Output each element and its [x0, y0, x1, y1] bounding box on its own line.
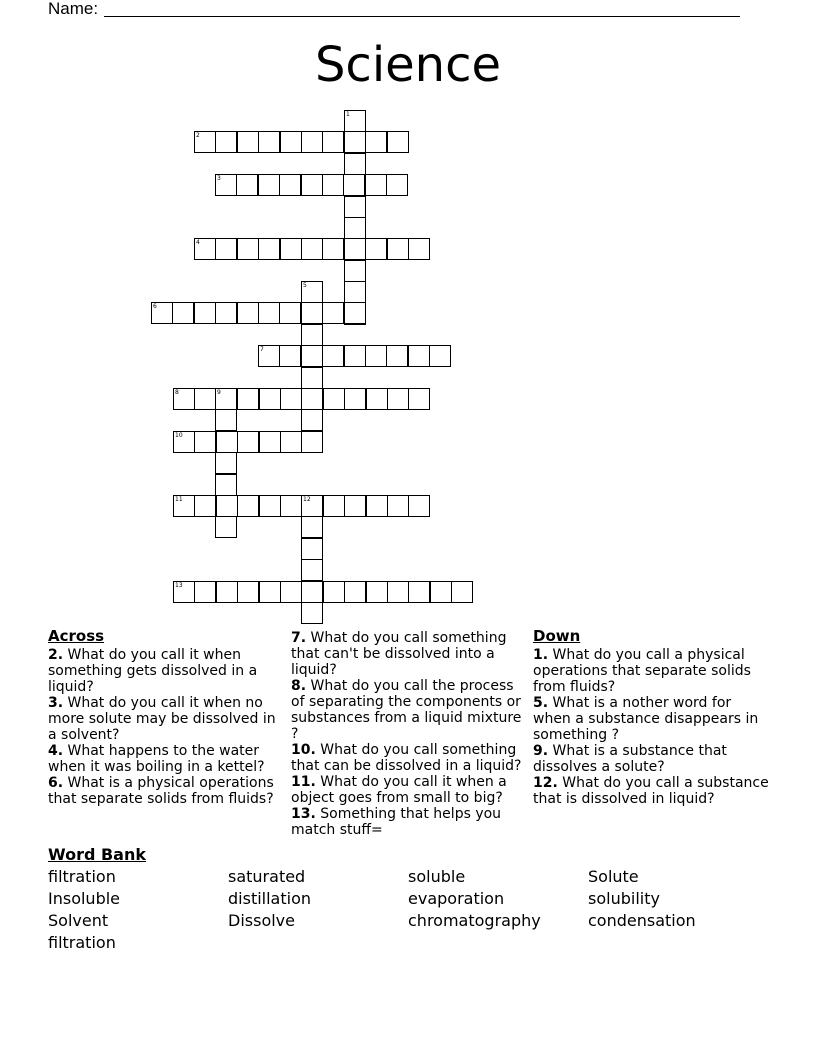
crossword-cell[interactable]: [301, 302, 323, 324]
clue-item-text: What do you call it when a object goes from small to big?: [291, 774, 507, 806]
crossword-cell[interactable]: [194, 431, 216, 453]
crossword-cell[interactable]: [215, 131, 237, 153]
crossword-cell[interactable]: [323, 581, 345, 603]
clue-number: 8: [175, 389, 179, 396]
crossword-cell[interactable]: [151, 302, 173, 324]
down-clues: [533, 628, 769, 807]
clue-number: 2: [196, 132, 200, 139]
crossword-cell[interactable]: [322, 345, 344, 367]
crossword-cell[interactable]: [366, 581, 388, 603]
crossword-cell[interactable]: [215, 238, 237, 260]
clue-item: [533, 775, 769, 807]
clue-item: [48, 647, 284, 695]
crossword-cell[interactable]: [194, 238, 216, 260]
word-bank-item: chromatography: [408, 911, 541, 930]
crossword-cell[interactable]: [301, 131, 323, 153]
crossword-cell[interactable]: [344, 302, 366, 324]
crossword-cell[interactable]: [301, 238, 323, 260]
crossword-cell[interactable]: [173, 431, 195, 453]
clue-item-number: 11.: [291, 774, 316, 790]
name-label: Name:: [48, 0, 99, 18]
crossword-cell[interactable]: [451, 581, 473, 603]
clue-item-number: 10.: [291, 742, 316, 758]
crossword-cell[interactable]: [258, 174, 280, 196]
crossword-cell[interactable]: [301, 324, 323, 346]
name-field[interactable]: [48, 0, 748, 20]
crossword-cell[interactable]: [301, 409, 323, 431]
page-title: Science: [314, 37, 502, 93]
word-bank-item: soluble: [408, 867, 466, 886]
crossword-cell[interactable]: [430, 581, 452, 603]
word-bank-item: evaporation: [408, 889, 505, 908]
crossword-cell[interactable]: [344, 131, 366, 153]
crossword-cell[interactable]: [280, 388, 302, 410]
crossword-cell[interactable]: [344, 260, 366, 282]
crossword-cell[interactable]: [259, 431, 281, 453]
clue-item-text: What do you call something that can be dissolved in a liquid?: [291, 742, 522, 774]
crossword-cell[interactable]: [237, 238, 259, 260]
clue-item-text: What do you call it when something gets dissolved in a liquid?: [48, 647, 258, 695]
crossword-cell[interactable]: [215, 302, 237, 324]
clue-item-number: 6.: [48, 775, 64, 791]
crossword-cell[interactable]: [301, 495, 323, 517]
clue-item-number: 7.: [291, 630, 307, 646]
crossword-cell[interactable]: [237, 131, 259, 153]
clue-number: 10: [175, 432, 183, 439]
word-bank-item: filtration: [48, 933, 116, 952]
crossword-cell[interactable]: [215, 409, 237, 431]
crossword-cell[interactable]: [173, 495, 195, 517]
crossword-cell[interactable]: [194, 302, 216, 324]
crossword-cell[interactable]: [237, 302, 259, 324]
clue-number: 11: [175, 496, 183, 503]
clue-item: [48, 695, 284, 743]
clue-item-text: What do you call a substance that is dissolved in liquid?: [533, 775, 769, 807]
clue-item-text: What do you call the process of separating the components or substances from a liquid mixture ?: [291, 678, 522, 742]
clue-item-number: 8.: [291, 678, 307, 694]
crossword-cell[interactable]: [194, 131, 216, 153]
clue-number: 5: [303, 282, 307, 289]
crossword-cell[interactable]: [258, 302, 280, 324]
crossword-cell[interactable]: [279, 302, 301, 324]
clue-item-number: 12.: [533, 775, 558, 791]
clue-item: [48, 775, 284, 807]
crossword-cell[interactable]: [322, 174, 344, 196]
crossword-cell[interactable]: [408, 388, 430, 410]
crossword-cell[interactable]: [344, 110, 366, 132]
word-bank-item: Insoluble: [48, 889, 121, 908]
crossword-cell[interactable]: [237, 495, 259, 517]
word-bank-item: condensation: [588, 911, 696, 930]
across-heading: Across: [48, 627, 105, 645]
clue-item-number: 9.: [533, 743, 549, 759]
clue-number: 1: [346, 111, 350, 118]
crossword-cell[interactable]: [301, 581, 323, 603]
clue-item-text: What do you call it when no more solute may be dissolved in a solvent?: [48, 695, 276, 743]
crossword-cell[interactable]: [280, 238, 302, 260]
clue-item-text: What do you call a physical operations that separate solids from fluids?: [533, 647, 751, 695]
crossword-cell[interactable]: [344, 217, 366, 239]
crossword-cell[interactable]: [386, 345, 408, 367]
crossword-cell[interactable]: [408, 345, 430, 367]
crossword-cell[interactable]: [301, 367, 323, 389]
clue-number: 3: [217, 175, 221, 182]
clue-item-number: 3.: [48, 695, 64, 711]
crossword-cell[interactable]: [215, 388, 237, 410]
word-bank: [48, 868, 768, 952]
crossword-cell[interactable]: [344, 345, 366, 367]
crossword-cell[interactable]: [215, 474, 237, 496]
crossword-cell[interactable]: [343, 174, 365, 196]
crossword-cell[interactable]: [259, 388, 281, 410]
crossword-cell[interactable]: [387, 388, 409, 410]
clue-item-number: 2.: [48, 647, 64, 663]
crossword-cell[interactable]: [301, 174, 323, 196]
crossword-cell[interactable]: [216, 581, 238, 603]
crossword-cell[interactable]: [172, 302, 194, 324]
clue-item: [291, 742, 527, 774]
crossword-cell[interactable]: [259, 581, 281, 603]
clue-number: 13: [175, 582, 183, 589]
clue-item-number: 4.: [48, 743, 64, 759]
crossword-cell[interactable]: [258, 131, 280, 153]
crossword-cell[interactable]: [387, 131, 409, 153]
crossword-cell[interactable]: [237, 388, 259, 410]
crossword-cell[interactable]: [194, 581, 216, 603]
crossword-cell[interactable]: [322, 131, 344, 153]
crossword-cell[interactable]: [301, 538, 323, 560]
crossword-cell[interactable]: [301, 281, 323, 303]
clue-item: [533, 647, 769, 695]
clue-item-text: What is a physical operations that separate solids from fluids?: [48, 775, 274, 807]
word-bank-item: Dissolve: [228, 911, 295, 930]
crossword-cell[interactable]: [258, 238, 280, 260]
crossword-cell[interactable]: [215, 174, 237, 196]
crossword-cell[interactable]: [173, 581, 195, 603]
clue-item: [48, 743, 284, 775]
crossword-cell[interactable]: [365, 131, 387, 153]
crossword-cell[interactable]: [280, 581, 302, 603]
word-bank-item: solubility: [588, 889, 660, 908]
across-clues-continued: [291, 630, 527, 838]
clue-item-number: 1.: [533, 647, 549, 663]
crossword-cell[interactable]: [280, 431, 302, 453]
crossword-cell[interactable]: [237, 581, 259, 603]
crossword-cell[interactable]: [216, 495, 238, 517]
crossword-cell[interactable]: [301, 559, 323, 581]
crossword-cell[interactable]: [344, 281, 366, 303]
clue-item: [533, 743, 769, 775]
word-bank-item: Solute: [588, 867, 639, 886]
clue-number: 12: [303, 496, 311, 503]
crossword-cell[interactable]: [301, 345, 323, 367]
crossword-cell[interactable]: [408, 238, 430, 260]
crossword-cell[interactable]: [344, 153, 366, 175]
crossword-cell[interactable]: [344, 581, 366, 603]
crossword-cell[interactable]: [366, 495, 388, 517]
crossword-cell[interactable]: [301, 431, 323, 453]
clue-item: [291, 678, 527, 742]
clue-number: 4: [196, 239, 200, 246]
crossword-cell[interactable]: [366, 388, 388, 410]
crossword-cell[interactable]: [387, 581, 409, 603]
word-bank-item: filtration: [48, 867, 116, 886]
crossword-cell[interactable]: [323, 495, 345, 517]
crossword-cell[interactable]: [344, 388, 366, 410]
clue-item: [291, 806, 527, 838]
crossword-cell[interactable]: [365, 238, 387, 260]
crossword-cell[interactable]: [322, 302, 344, 324]
crossword-cell[interactable]: [216, 431, 238, 453]
crossword-cell[interactable]: [237, 431, 259, 453]
crossword-cell[interactable]: [258, 345, 280, 367]
crossword-cell[interactable]: [322, 238, 344, 260]
crossword-cell[interactable]: [279, 345, 301, 367]
crossword-cell[interactable]: [344, 238, 366, 260]
crossword-cell[interactable]: [429, 345, 451, 367]
crossword-cell[interactable]: [215, 452, 237, 474]
clue-number: 6: [153, 303, 157, 310]
crossword-cell[interactable]: [365, 174, 387, 196]
clue-item: [291, 774, 527, 806]
clue-item: [533, 695, 769, 743]
word-bank-item: saturated: [228, 867, 306, 886]
clue-item-text: What happens to the water when it was boiling in a kettel?: [48, 743, 265, 775]
crossword-cell[interactable]: [408, 495, 430, 517]
crossword-cell[interactable]: [259, 495, 281, 517]
clue-item-text: Something that helps you match stuff=: [291, 806, 502, 838]
crossword-cell[interactable]: [344, 495, 366, 517]
crossword-cell[interactable]: [280, 131, 302, 153]
crossword-cell[interactable]: [194, 388, 216, 410]
crossword-cell[interactable]: [279, 174, 301, 196]
crossword-cell[interactable]: [365, 345, 387, 367]
crossword-cell[interactable]: [215, 516, 237, 538]
down-heading: Down: [533, 627, 581, 645]
crossword-cell[interactable]: [194, 495, 216, 517]
crossword-cell[interactable]: [301, 602, 323, 624]
clue-item-text: What is a substance that dissolves a solute?: [533, 743, 727, 775]
crossword-cell[interactable]: [323, 388, 345, 410]
across-clues: [48, 628, 284, 807]
word-bank-item: distillation: [228, 889, 311, 908]
crossword-cell[interactable]: [301, 516, 323, 538]
clue-item-number: 5.: [533, 695, 549, 711]
word-bank-item: Solvent: [48, 911, 109, 930]
clue-number: 7: [260, 346, 264, 353]
clue-item-number: 13.: [291, 806, 316, 822]
crossword-cell[interactable]: [387, 238, 409, 260]
crossword-cell[interactable]: [386, 174, 408, 196]
crossword-cell[interactable]: [173, 388, 195, 410]
crossword-cell[interactable]: [408, 581, 430, 603]
crossword-cell[interactable]: [344, 196, 366, 218]
clue-item-text: What do you call something that can't be dissolved into a liquid?: [291, 630, 507, 678]
crossword-cell[interactable]: [236, 174, 258, 196]
crossword-cell[interactable]: [280, 495, 302, 517]
clue-item: [291, 630, 527, 678]
word-bank-title: Word Bank: [48, 845, 147, 864]
crossword-cell[interactable]: [387, 495, 409, 517]
clue-number: 9: [217, 389, 221, 396]
clue-item-text: What is a nother word for when a substance disappears in something ?: [533, 695, 759, 743]
crossword-cell[interactable]: [301, 388, 323, 410]
name-underline: [104, 16, 740, 17]
